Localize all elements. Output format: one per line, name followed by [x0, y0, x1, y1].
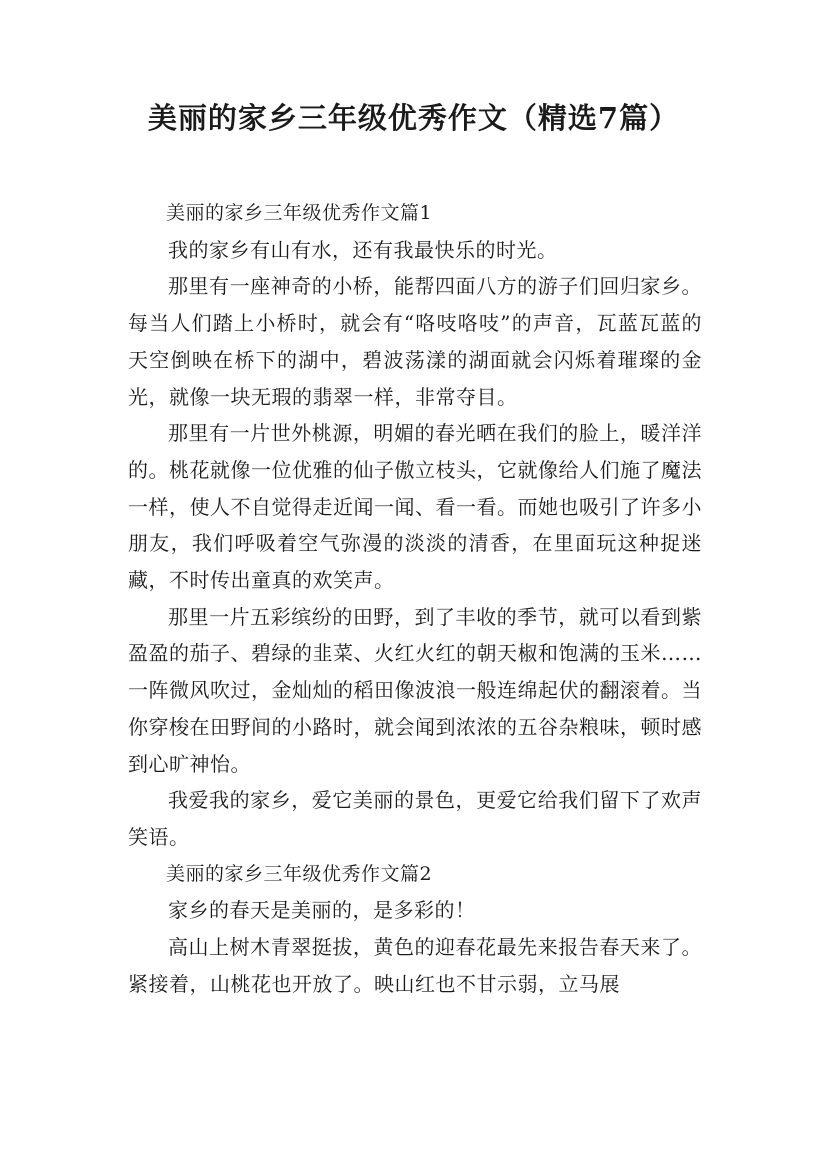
- document-body: [128, 195, 702, 1002]
- paragraph: 家乡的春天是美丽的，是多彩的！: [168, 898, 476, 923]
- paragraph: 我的家乡有山有水，还有我最快乐的时光。: [168, 237, 558, 262]
- document-title: 美丽的家乡三年级优秀作文（精选7篇）: [147, 101, 680, 135]
- paragraph: 我爱我的家乡，爱它美丽的景色，更爱它给我们留下了欢声笑语。: [128, 788, 702, 849]
- paragraph: 那里有一片世外桃源，明媚的春光晒在我们的脸上，暖洋洋的。桃花就像一位优雅的仙子傲立枝头，它就像给人们施了魔法一样，使人不自觉得走近闻一闻、看一看。而她也吸引了许多小朋友，我们呼吸着空气弥漫的淡淡的清香，在里面玩这种捉迷藏，不时传出童真的欢笑声。: [128, 421, 702, 593]
- paragraph: 高山上树木青翠挺拔，黄色的迎春花最先来报告春天来了。紧接着，山桃花也开放了。映山红也不甘示弱，立马展: [128, 935, 702, 996]
- section-heading-2: 美丽的家乡三年级优秀作文篇2: [166, 862, 433, 885]
- paragraph: 那里有一座神奇的小桥，能帮四面八方的游子们回归家乡。每当人们踏上小桥时，就会有“咯吱咯吱”的声音，瓦蓝瓦蓝的天空倒映在桥下的湖中，碧波荡漾的湖面就会闪烁着璀璨的金光，就像一块无瑕的翡翠一样，非常夺目。: [128, 274, 702, 409]
- paragraph: 那里一片五彩缤纷的田野，到了丰收的季节，就可以看到紫盈盈的茄子、碧绿的韭菜、火红火红的朝天椒和饱满的玉米……一阵微风吹过，金灿灿的稻田像波浪一般连绵起伏的翻滚着。当你穿梭在田野间的小路时，就会闻到浓浓的五谷杂粮味，顿时感到心旷神怡。: [128, 604, 702, 776]
- section-heading-1: 美丽的家乡三年级优秀作文篇1: [166, 202, 433, 224]
